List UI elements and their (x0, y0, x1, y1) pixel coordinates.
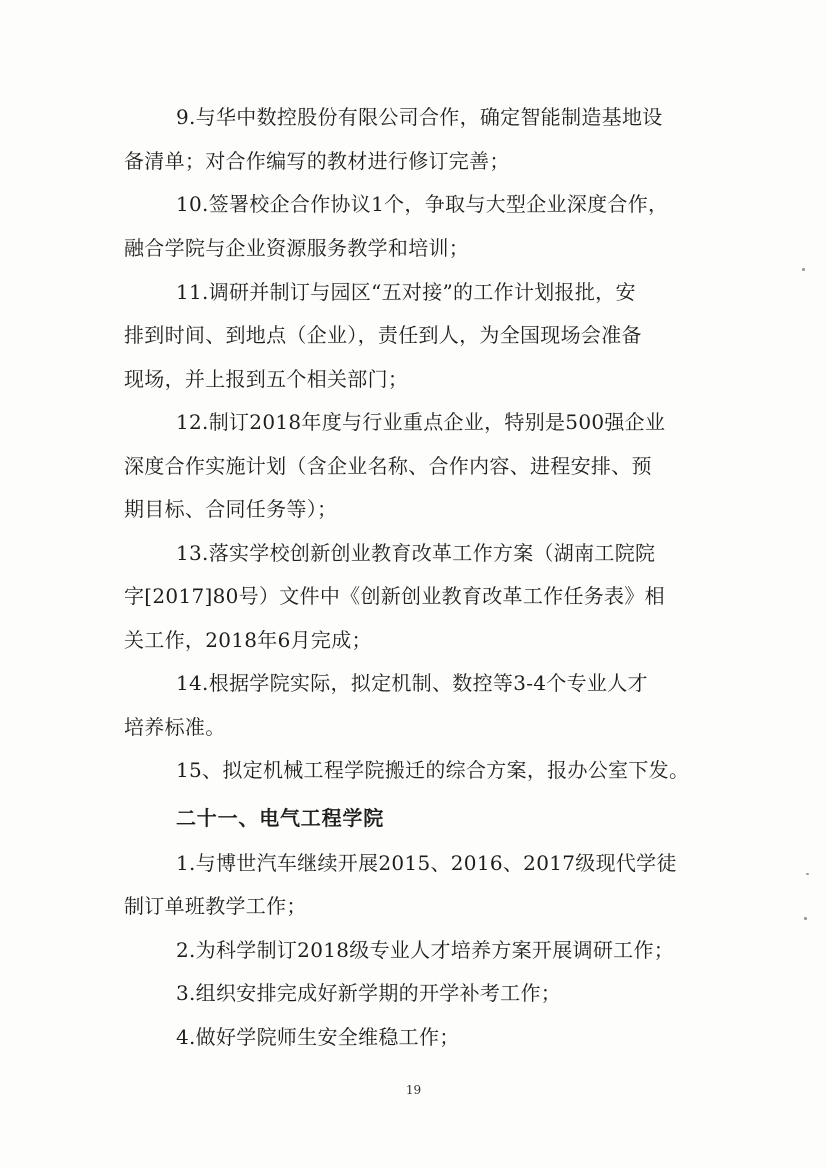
item-12-line-1: 12.制订2018年度与行业重点企业，特别是500强企业 (176, 410, 666, 434)
elec-item-4-line-1: 4.做好学院师生安全维稳工作； (176, 1025, 460, 1049)
elec-item-1-line-2: 制订单班教学工作； (124, 894, 307, 918)
item-15-line-1: 15、拟定机械工程学院搬迁的综合方案，报办公室下发。 (176, 758, 690, 782)
item-10-line-2: 融合学院与企业资源服务教学和培训； (124, 236, 470, 260)
item-13-line-3: 关工作，2018年6月完成； (124, 628, 372, 652)
scan-speck (802, 268, 805, 271)
item-12-line-2: 深度合作实施计划（含企业名称、合作内容、进程安排、预 (124, 454, 652, 478)
item-14-line-2: 培养标准。 (124, 715, 226, 739)
item-9-line-2: 备清单；对合作编写的教材进行修订完善； (124, 149, 510, 173)
item-14-line-1: 14.根据学院实际，拟定机制、数控等3-4个专业人才 (176, 671, 648, 695)
elec-item-1-line-1: 1.与博世汽车继续开展2015、2016、2017级现代学徒 (176, 851, 677, 875)
item-9-line-1: 9.与华中数控股份有限公司合作，确定智能制造基地设 (176, 105, 663, 129)
item-10-line-1: 10.签署校企合作协议1个，争取与大型企业深度合作， (176, 192, 669, 216)
item-11-line-2: 排到时间、到地点（企业），责任到人，为全国现场会准备 (124, 323, 642, 347)
scan-speck (806, 873, 809, 875)
item-13-line-2: 字[2017]80号）文件中《创新创业教育改革工作任务表》相 (124, 584, 665, 608)
item-13-line-1: 13.落实学校创新创业教育改革工作方案（湖南工院院 (176, 541, 656, 565)
elec-item-2-line-1: 2.为科学制订2018级专业人才培养方案开展调研工作； (176, 938, 675, 962)
section-heading: 二十一、电气工程学院 (176, 806, 384, 830)
scan-speck (804, 917, 807, 920)
page-number: 19 (405, 1083, 422, 1097)
item-11-line-3: 现场，并上报到五个相关部门； (124, 367, 409, 391)
elec-item-3-line-1: 3.组织安排完成好新学期的开学补考工作； (176, 981, 562, 1005)
item-11-line-1: 11.调研并制订与园区“五对接”的工作计划报批，安 (176, 280, 636, 304)
item-12-line-3: 期目标、合同任务等）； (124, 497, 338, 521)
